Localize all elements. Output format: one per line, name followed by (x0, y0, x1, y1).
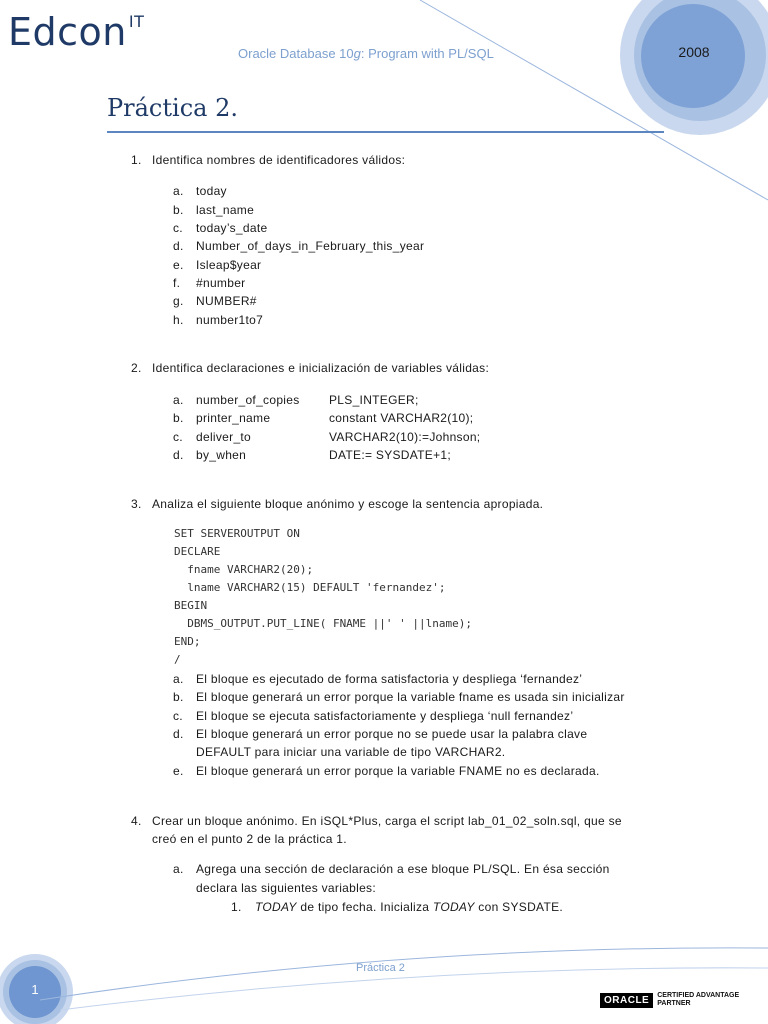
q1-item-letter: a. (173, 184, 184, 198)
q2-number: 2. (131, 361, 142, 375)
q2-item-name: printer_name (196, 411, 271, 425)
q1-item-text: #number (196, 276, 246, 290)
q1-item-text: today’s_date (196, 221, 268, 235)
q4-sub-text-cont: declara las siguientes variables: (196, 881, 376, 895)
q1-item-letter: d. (173, 239, 184, 253)
q1-item-letter: f. (173, 276, 181, 290)
code-line: SET SERVEROUTPUT ON (174, 527, 300, 540)
q2-item-letter: a. (173, 393, 184, 407)
q2-item-name: by_when (196, 448, 247, 462)
oracle-partner-badge (600, 992, 739, 1008)
oracle-partner-text: CERTIFIED ADVANTAGE PARTNER (657, 992, 740, 1007)
code-line: END; (174, 635, 201, 648)
q3-item-letter: b. (173, 690, 184, 704)
q3-item-letter: c. (173, 709, 183, 723)
q3-item-text-cont: DEFAULT para iniciar una variable de tipo VARCHAR2. (196, 745, 506, 759)
code-line: lname VARCHAR2(15) DEFAULT 'fernandez'; (174, 581, 446, 594)
footer-title: Práctica 2 (356, 962, 405, 974)
edcon-logo: Edcon $^{IT}$ (8, 10, 145, 54)
code-line: DBMS_OUTPUT.PUT_LINE( FNAME ||' ' ||lname); (174, 617, 473, 630)
q2-item-letter: b. (173, 411, 184, 425)
q3-item-letter: a. (173, 672, 184, 686)
q2-text: Identifica declaraciones e inicialización de variables válidas: (152, 361, 490, 375)
q3-item-text: El bloque generará un error porque la variable fname es usada sin inicializar (196, 690, 625, 704)
title-divider (107, 131, 664, 133)
course-title: Oracle Database 10g: Program with PL/SQL (238, 46, 494, 61)
q3-text: Analiza el siguiente bloque anónimo y escoge la sentencia apropiada. (152, 497, 544, 511)
q1-item-letter: g. (173, 294, 184, 308)
code-line: DECLARE (174, 545, 221, 558)
q3-item-text: El bloque se ejecuta satisfactoriamente y despliega ‘null fernandez’ (196, 709, 574, 723)
q3-item-letter: e. (173, 764, 184, 778)
q2-item-decl: constant VARCHAR2(10); (329, 411, 474, 425)
q1-item-text: Number_of_days_in_February_this_year (196, 239, 425, 253)
q1-item-text: number1to7 (196, 313, 264, 327)
page-title: Práctica 2. (107, 94, 238, 122)
q1-text: Identifica nombres de identificadores válidos: (152, 153, 406, 167)
q2-item-decl: VARCHAR2(10):=Johnson; (329, 430, 481, 444)
q1-item-letter: b. (173, 203, 184, 217)
q1-item-letter: h. (173, 313, 184, 327)
q4-text: Crear un bloque anónimo. En iSQL*Plus, carga el script lab_01_02_soln.sql, que se (152, 814, 622, 828)
q3-item-text: El bloque es ejecutado de forma satisfactoria y despliega ‘fernandez’ (196, 672, 583, 686)
q2-item-name: number_of_copies (196, 393, 300, 407)
code-line: fname VARCHAR2(20); (174, 563, 314, 576)
q3-item-letter: d. (173, 727, 184, 741)
q2-item-decl: PLS_INTEGER; (329, 393, 419, 407)
q4-subsub-text: TODAY de tipo fecha. Inicializa TODAY con SYSDATE. (255, 900, 564, 914)
q1-item-letter: c. (173, 221, 183, 235)
q3-item-text: El bloque generará un error porque la variable FNAME no es declarada. (196, 764, 600, 778)
code-line: / (174, 653, 181, 666)
page-number: 1 (31, 982, 39, 997)
q4-number: 4. (131, 814, 142, 828)
oracle-logo: ORACLE (600, 993, 653, 1008)
q2-item-letter: c. (173, 430, 183, 444)
q4-subsub-number: 1. (231, 900, 242, 914)
q4-sub-letter: a. (173, 862, 184, 876)
q1-item-text: today (196, 184, 227, 198)
q2-item-name: deliver_to (196, 430, 252, 444)
q4-text-cont: creó en el punto 2 de la práctica 1. (152, 832, 347, 846)
q3-item-text: El bloque generará un error porque no se puede usar la palabra clave (196, 727, 588, 741)
q1-item-text: last_name (196, 203, 255, 217)
q2-item-decl: DATE:= SYSDATE+1; (329, 448, 452, 462)
q2-item-letter: d. (173, 448, 184, 462)
code-line: BEGIN (174, 599, 208, 612)
q1-item-text: Isleap$year (196, 258, 262, 272)
q1-number: 1. (131, 153, 142, 167)
q3-number: 3. (131, 497, 142, 511)
q1-item-letter: e. (173, 258, 184, 272)
q4-sub-text: Agrega una sección de declaración a ese bloque PL/SQL. En ésa sección (196, 862, 610, 876)
q1-item-text: NUMBER# (196, 294, 257, 308)
year-badge: 2008 (678, 44, 710, 60)
